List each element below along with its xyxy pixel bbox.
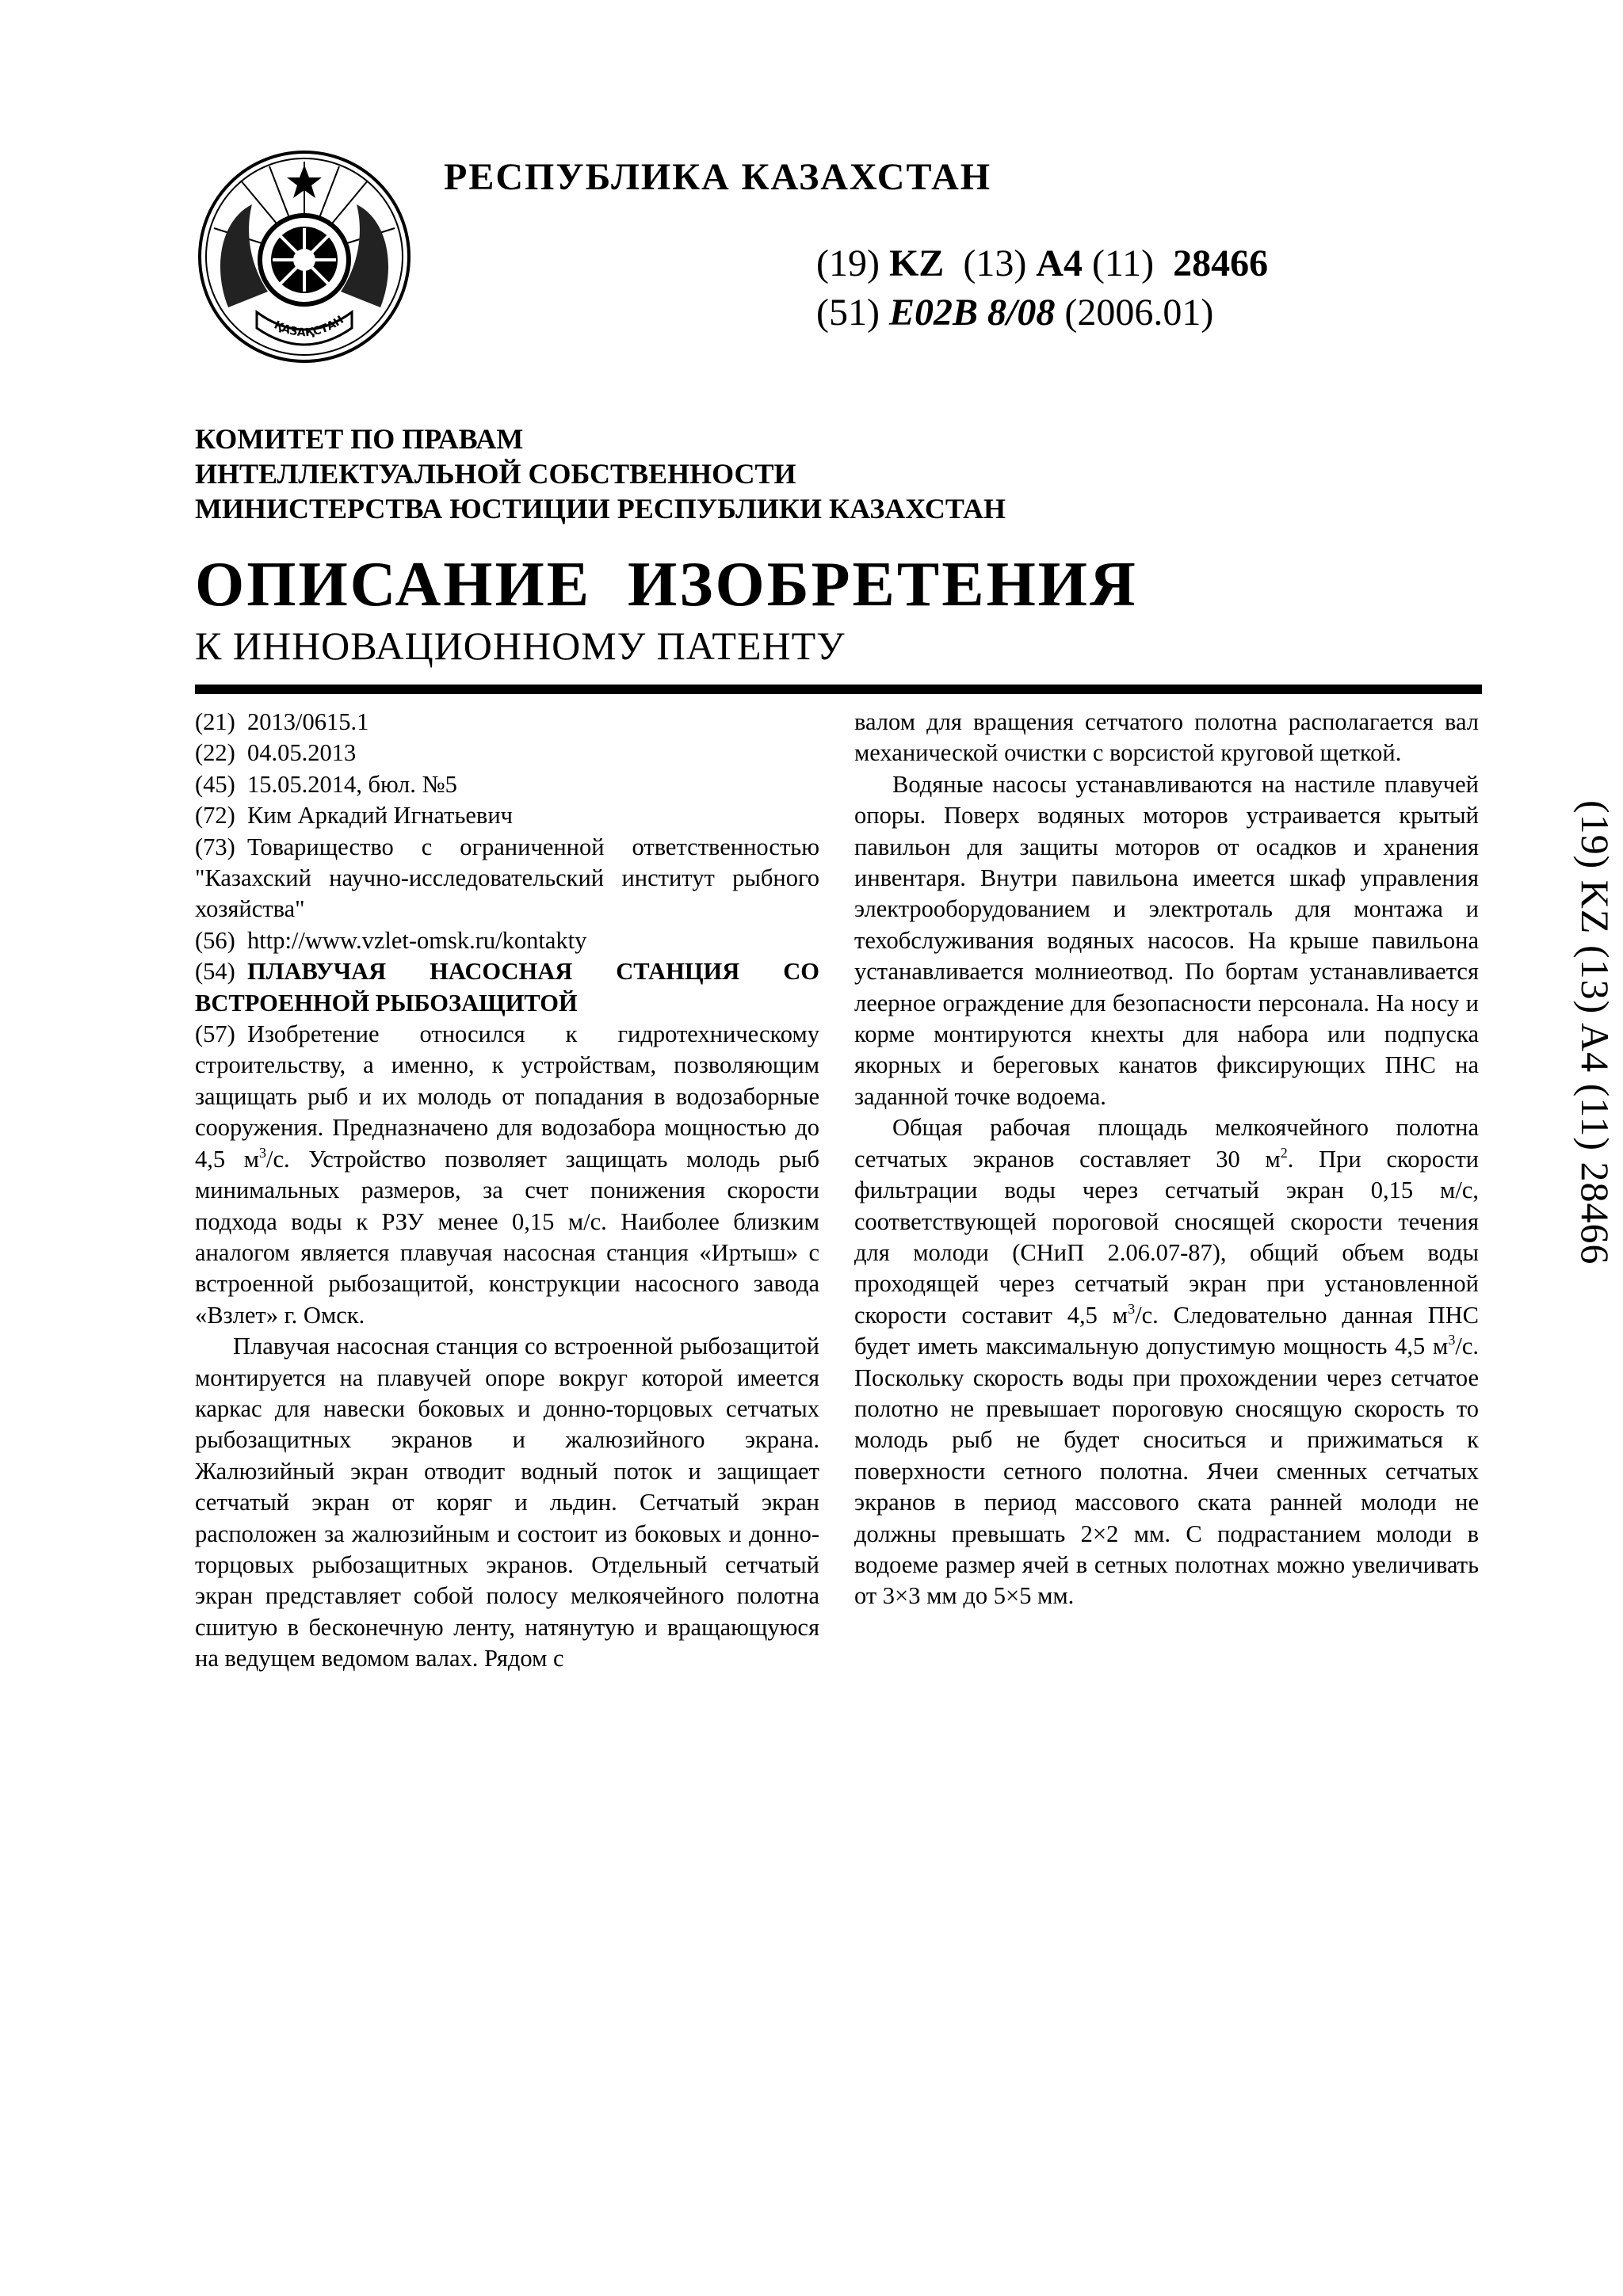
- body-paragraph: валом для вращения сетчатого полотна располагается вал механической очистки с ворсистой круговой щеткой.: [854, 708, 1479, 767]
- document-title: ОПИСАНИЕ ИЗОБРЕТЕНИЯ: [195, 550, 1138, 620]
- right-column: [854, 707, 1479, 1612]
- field-56: (56) http://www.vzlet-omsk.ru/kontakty: [195, 926, 587, 954]
- side-patent-code: (19) KZ (13) A4 (11) 28466: [1573, 800, 1617, 1265]
- committee-line: КОМИТЕТ ПО ПРАВАМ: [195, 423, 524, 455]
- code-line-1: [816, 239, 1268, 288]
- field-57-abstract: (57) Изобретение относился к гидротехническому строительству, а именно, к устройствам, позволяющим защищать рыб и их молодь от попадания в водозаборные сооружения. Предназначено для водозабора мощностью до 4,5 $м^3/с$. Устройство позволяет защищать молодь рыб минимальных размеров, за счет понижения скорости подхода воды к РЗУ менее 0,15 м/с. Наиболее близким аналогом является плавучая насосная станция «Иртыш» с встроенной рыбозащитой, конструкции насосного завода «Взлет» г. Омск.: [195, 1020, 819, 1329]
- patent-owner: Товарищество с ограниченной ответственностью "Казахский научно-исследовательский институт рыбного хозяйства": [195, 833, 819, 923]
- body-paragraph: Плавучая насосная станция со встроенной рыбозащитой монтируется на плавучей опоре вокруг которой имеется каркас для навески боковых и донно-торцовых сетчатых рыбозащитных экранов и жалюзийного экрана. Жалюзийный экран отводит водный поток и защищает сетчатый экран от коряг и льдин. Сетчатый экран расположен за жалюзийным и состоит из боковых и донно-торцовых рыбозащитных экранов. Отдельный сетчатый экран представляет собой полосу мелкоячейного полотна сшитую в бесконечную ленту, натянутую и вращающуюся на ведущем ведомом валах. Рядом с: [195, 1333, 819, 1672]
- field-72: (72) Ким Аркадий Игнатьевич: [195, 802, 513, 830]
- committee-block: [195, 421, 1006, 526]
- inventor: Ким Аркадий Игнатьевич: [247, 802, 513, 830]
- document-subtitle: К ИННОВАЦИОННОМУ ПАТЕНТУ: [195, 624, 846, 668]
- inid-51: (51): [816, 292, 880, 334]
- cited-reference: http://www.vzlet-omsk.ru/kontakty: [247, 926, 587, 954]
- republic-heading: РЕСПУБЛИКА КАЗАХСТАН: [444, 156, 992, 198]
- filing-date: 04.05.2013: [247, 739, 357, 767]
- field-54: (54) ПЛАВУЧАЯ НАСОСНАЯ СТАНЦИЯ СО ВСТРОЕННОЙ РЫБОЗАЩИТОЙ: [195, 958, 819, 1016]
- invention-title: ПЛАВУЧАЯ НАСОСНАЯ СТАНЦИЯ СО ВСТРОЕННОЙ РЫБОЗАЩИТОЙ: [195, 958, 819, 1016]
- patent-codes: [816, 239, 1268, 338]
- emblem-text: ҚАЗАҚСТАН: [272, 313, 346, 340]
- left-column: [195, 707, 819, 1675]
- publication-date: 15.05.2014, бюл. №5: [247, 770, 457, 798]
- kind-code: A4: [1036, 242, 1083, 284]
- committee-line: ИНТЕЛЛЕКТУАЛЬНОЙ СОБСТВЕННОСТИ: [195, 458, 796, 490]
- state-emblem: [197, 149, 412, 364]
- committee-line: МИНИСТЕРСТВА ЮСТИЦИИ РЕСПУБЛИКИ КАЗАХСТАН: [195, 493, 1006, 524]
- code-line-2: [816, 288, 1268, 338]
- ipc-class: E02B 8/08: [888, 292, 1056, 334]
- title-rule: [195, 685, 1482, 694]
- body-paragraph: Общая рабочая площадь мелкоячейного полотна сетчатых экранов составляет 30 $м^2$. При скорости фильтрации воды через сетчатый экран 0,15 м/с, соответствующей пороговой сносящей скорости течения для молоди (СНиП 2.06.07-87), общий объем воды проходящей через сетчатый экран при установленной скорости составит 4,5 $м^3/с$. Следовательно данная ПНС будет иметь максимальную допустимую мощность 4,5 $м^3/с$. Поскольку скорость воды при прохождении через сетчатое полотно не превышает пороговую сносящую скорость то молодь рыб не будет сноситься и прижиматься к поверхности сетного полотна. Ячеи сменных сетчатых экранов в период массового ската ранней молоди не должны превышать 2×2 мм. С подрастанием молоди в водоеме размер ячей в сетных полотнах можно увеличивать от 3×3 мм до 5×5 мм.: [854, 1114, 1479, 1610]
- field-21: (21) 2013/0615.1: [195, 708, 369, 735]
- body-paragraph: Водяные насосы устанавливаются на настиле плавучей опоры. Поверх водяных моторов устраивается крытый павильон для защиты моторов от осадков и хранения инвентаря. Внутри павильона имеется шкаф управления электрооборудованием и электроталь для монтажа и техобслуживания водяных насосов. На крыше павильона устанавливается молниеотвод. По бортам устанавливается леерное ограждение для безопасности персонала. На носу и корме монтируются кнехты для набора или подпуска якорных и береговых канатов фиксирующих ПНС на заданной точке водоема.: [854, 770, 1479, 1110]
- field-22: (22) 04.05.2013: [195, 739, 357, 767]
- inid-19: (19): [816, 242, 880, 284]
- country-code: KZ: [888, 242, 945, 284]
- field-45: (45) 15.05.2014, бюл. №5: [195, 770, 457, 798]
- patent-number: 28466: [1173, 242, 1269, 284]
- inid-13: (13): [963, 242, 1027, 284]
- field-73: (73) Товарищество с ограниченной ответственностью "Казахский научно-исследовательский институт рыбного хозяйства": [195, 833, 819, 923]
- application-number: 2013/0615.1: [247, 708, 369, 735]
- ipc-version: (2006.01): [1064, 292, 1214, 334]
- inid-11: (11): [1091, 242, 1155, 284]
